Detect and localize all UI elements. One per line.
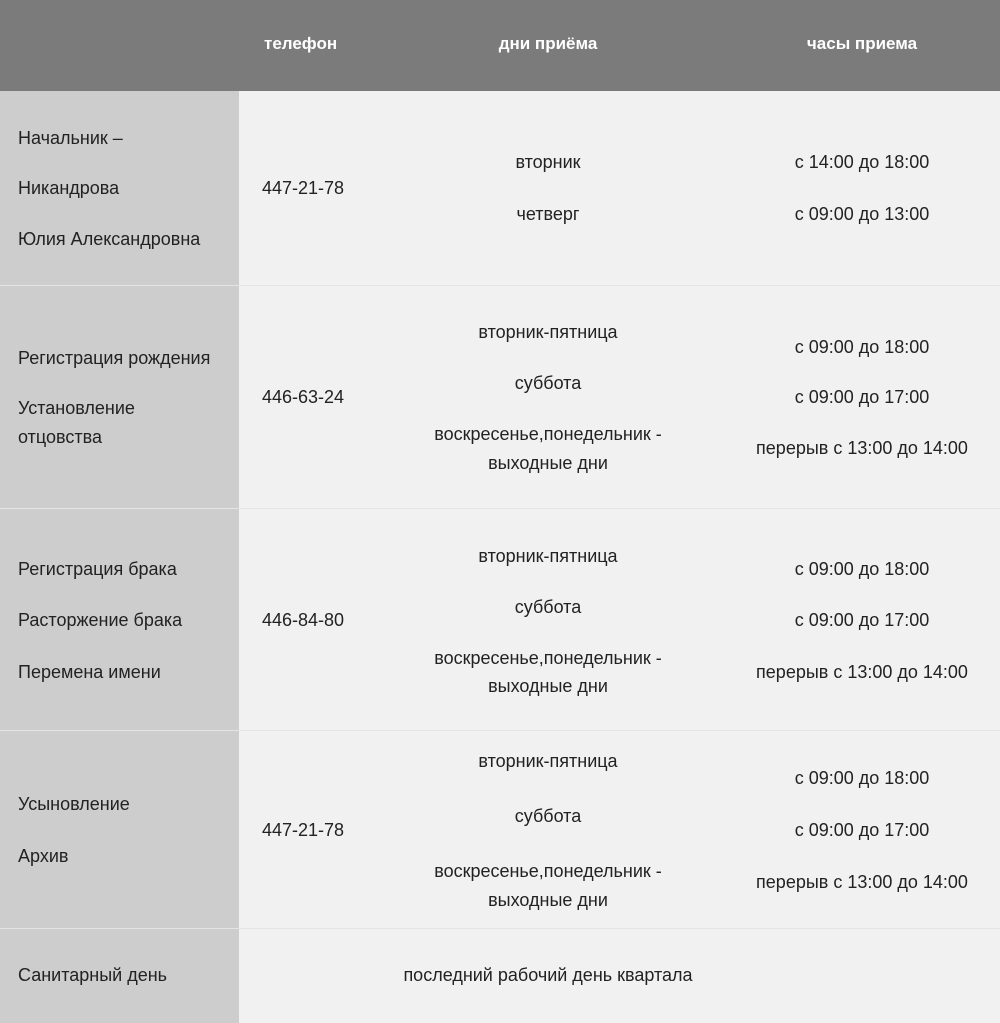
table-row [0,286,1000,509]
phone-number: 446-84-80 [262,610,345,630]
row-data-area [239,91,1000,285]
reception-day: воскресенье,понедельник - [434,424,662,444]
reception-day: выходные дни [488,676,608,696]
row-label: Архив [18,846,69,866]
reception-day: вторник-пятница [478,751,618,771]
header-phone: телефон [264,34,338,53]
reception-day: суббота [514,373,582,393]
reception-day: воскресенье,понедельник - [434,648,662,668]
row-label: Начальник – [18,128,123,148]
reception-day: выходные дни [488,890,608,910]
row-label: Регистрация брака [18,559,177,579]
table-header [0,0,1000,91]
row-label-cell [0,929,239,1023]
reception-day: суббота [514,806,582,826]
reception-hours: с 09:00 до 17:00 [794,820,930,840]
header-hours: часы приема [806,34,918,53]
reception-hours: перерыв с 13:00 до 14:00 [756,662,968,682]
reception-day: вторник [515,152,581,172]
phone-number: 446-63-24 [262,387,345,407]
row-label-cell [0,731,239,928]
row-label: Регистрация рождения [18,348,211,368]
table-row [0,509,1000,731]
row-label: Усыновление [18,794,130,814]
row-label: Санитарный день [18,965,168,985]
reception-day: суббота [514,597,582,617]
reception-day: воскресенье,понедельник - [434,861,662,881]
reception-hours: с 09:00 до 18:00 [794,337,930,357]
reception-hours: с 09:00 до 18:00 [794,768,930,788]
reception-hours: перерыв с 13:00 до 14:00 [756,872,968,892]
row-label: отцовства [18,427,102,447]
reception-hours: с 09:00 до 17:00 [794,387,930,407]
reception-day: вторник-пятница [478,322,618,342]
sanitary-day-note: последний рабочий день квартала [403,965,693,985]
phone-number: 447-21-78 [262,820,345,840]
reception-day: выходные дни [488,453,608,473]
reception-day: четверг [516,204,580,224]
reception-day: вторник-пятница [478,546,618,566]
header-days: дни приёма [498,34,598,53]
reception-hours: перерыв с 13:00 до 14:00 [756,438,968,458]
table-row [0,929,1000,1023]
row-label: Никандрова [18,178,120,198]
reception-hours: с 09:00 до 17:00 [794,610,930,630]
reception-hours: с 09:00 до 13:00 [794,204,930,224]
row-label: Юлия Александровна [18,229,201,249]
row-label: Установление [18,398,135,418]
reception-hours: с 14:00 до 18:00 [794,152,930,172]
table-row [0,731,1000,929]
row-label-cell [0,286,239,508]
row-label: Расторжение брака [18,610,183,630]
row-label-cell [0,91,239,285]
reception-hours: с 09:00 до 18:00 [794,559,930,579]
table-row [0,91,1000,286]
row-label-cell [0,509,239,730]
phone-number: 447-21-78 [262,178,345,198]
row-label: Перемена имени [18,662,161,682]
